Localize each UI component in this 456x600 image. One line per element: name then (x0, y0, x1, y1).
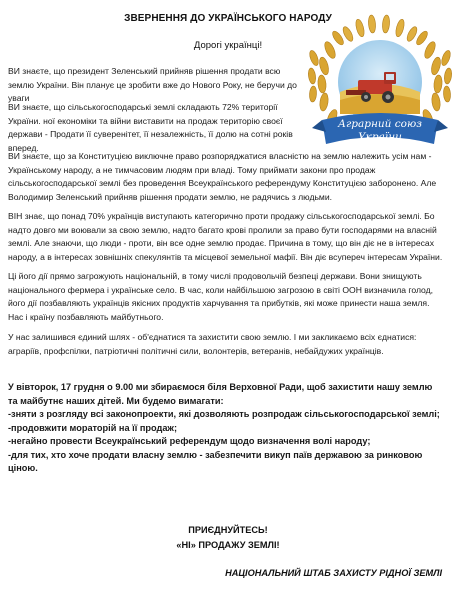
paragraph-4: ВІН знає, що понад 70% українців виступають категорично проти продажу сільськогосподарської землі. Бо надто довго ми воювали за свою землю, надто багато крові пролили за право бути господарями на власній землі. Але знаючи, що люди - проти, він все одне землю продає. Причина в тому, що він діє не в інтересах народу, а в інтересах зовнішніх спекулянтів та місцевої земельної мафії. Він діє всупереч інтересам України. (8, 211, 443, 262)
wheat-wreath-icon (300, 10, 456, 170)
agrarian-union-logo (300, 10, 456, 170)
demand-item: -негайно провести Всеукраїнський референдум щодо визначення волі народу; (8, 436, 371, 446)
demand-item: -зняти з розгляду всі законопроекти, які дозволяють розпродаж сільськогосподарської землі; (8, 409, 440, 419)
paragraph-1: ВИ знаєте, що президент Зеленський прийняв рішення продати всю землю України. Він планує це зробити вже до Нового Року, не беручи до уваги (8, 66, 297, 103)
wheat-top (341, 15, 419, 43)
paragraph-2: ВИ знаєте, що сільськогосподарські землі складають 72% території України. ної економіки та війни виставити на продаж територію своєї держави - Продати її суверенітет, її незалежність, її долю на сотні років вперед. (8, 102, 293, 153)
call-to-action-intro: У вівторок, 17 грудня о 9.00 ми збираємося біля Верховної Ради, щоб захистити нашу землю та майбутнє наших дітей. Ми будемо вимагати: (8, 382, 433, 406)
closing-join: ПРИЄДНУЙТЕСЬ! (188, 525, 268, 535)
logo-line2: України (358, 131, 402, 143)
paragraph-3: ВИ знаєте, що за Конституцією виключне право розпоряджатися власністю на землю належить усім нам - Українському народу, а не тимчасовим людям при владі. Тому приймати закони про продаж сільськогосподарської землі без проведення Всеукраїнського референдуму Конституцією заборонено. Але Володимир Зеленський прийняв рішення продати землю, не радячись з людьми. (8, 151, 437, 202)
signature: НАЦІОНАЛЬНИЙ ШТАБ ЗАХИСТУ РІДНОЇ ЗЕМЛІ (225, 568, 442, 578)
demand-item: -для тих, хто хоче продати власну землю - забезпечити викуп паїв державою за ринковою ціною. (8, 449, 423, 473)
paragraph-5: Ці його дії прямо загрожують національній, в тому числі продовольчій безпеці держави. Вони знищують національного фермера і українське село. В час, коли найбільшою загрозою в світі ООН визначила голод, його дії позбавляють українців якісних продуктів харчування та прибутків, які може принести наша земля. Нас і країну позбавляють майбутнього. (8, 271, 434, 322)
paragraph-6: У нас залишився єдиний шлях - об'єднатися та захистити свою землю. І ми закликаємо всіх єднатися: аграріїв, профспілки, патріотичні політичні сили, волонтерів, ветеранів, небайдужих українців. (8, 332, 417, 356)
logo-line1: Аграрний союз (338, 118, 422, 130)
demand-item: -продовжити мораторій на її продаж; (8, 422, 178, 433)
call-to-action (8, 381, 444, 476)
closing-slogan: «НІ» ПРОДАЖУ ЗЕМЛІ! (176, 540, 280, 550)
greeting: Дорогі українці! (193, 40, 263, 51)
document-title: ЗВЕРНЕННЯ ДО УКРАЇНСЬКОГО НАРОДУ (124, 13, 332, 24)
